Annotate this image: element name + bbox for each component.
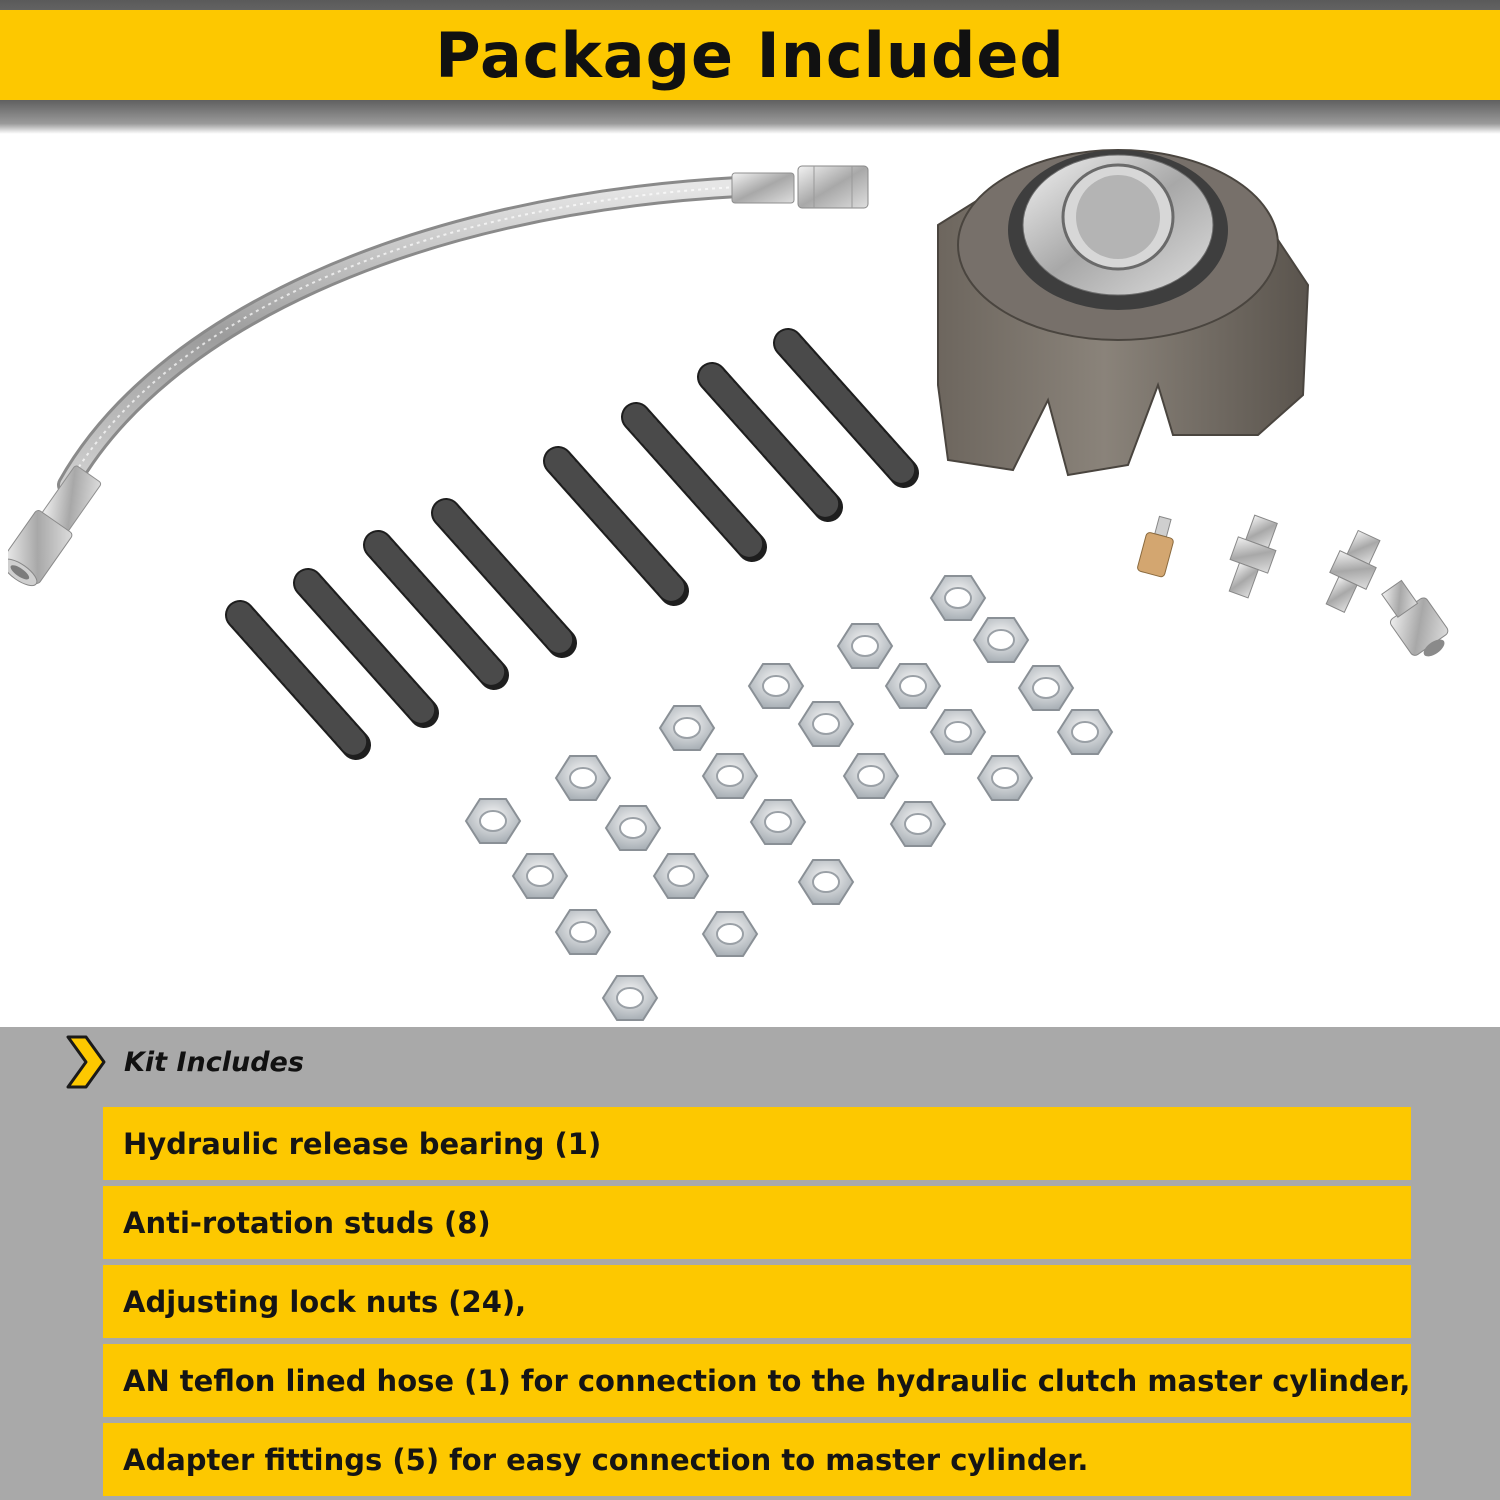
adapter-fittings xyxy=(1137,512,1456,665)
chevron-right-icon xyxy=(64,1035,106,1089)
anti-rotation-studs xyxy=(240,343,904,745)
kit-item-studs: Anti-rotation studs (8) xyxy=(103,1186,1411,1259)
header-banner xyxy=(0,10,1500,100)
product-photo xyxy=(8,135,1492,1027)
product-illustration xyxy=(8,135,1492,1027)
kit-item-release-bearing: Hydraulic release bearing (1) xyxy=(103,1107,1411,1180)
kit-item-hose: AN teflon lined hose (1) for connection to the hydraulic clutch master cylinder, xyxy=(103,1344,1411,1417)
kit-includes-section xyxy=(0,1027,1500,1500)
kit-item-lock-nuts: Adjusting lock nuts (24), xyxy=(103,1265,1411,1338)
kit-title: Kit Includes xyxy=(124,1046,304,1078)
kit-header xyxy=(64,1033,304,1091)
kit-item-adapter-fittings: Adapter fittings (5) for easy connection to master cylinder. xyxy=(103,1423,1411,1496)
kit-list xyxy=(103,1107,1411,1500)
hydraulic-release-bearing xyxy=(938,150,1308,475)
page-title: Package Included xyxy=(435,18,1065,92)
